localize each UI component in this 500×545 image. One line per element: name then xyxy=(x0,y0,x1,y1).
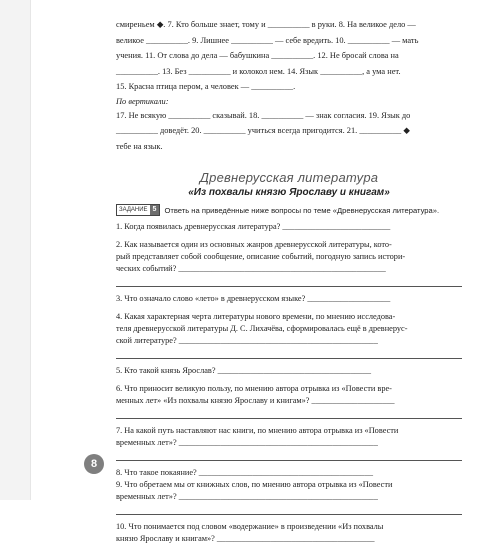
question-line: временных лет»? ________________________________________________ xyxy=(116,438,378,447)
answer-line[interactable] xyxy=(116,275,462,287)
answer-line[interactable] xyxy=(116,449,462,461)
vertical-line: __________ доведёт. 20. __________ учиться всегда пригодится. 21. __________ ◆ xyxy=(116,126,410,135)
question-line: временных лет»? ________________________________________________ xyxy=(116,492,378,501)
question-line: 6. Что приносит великую пользу, по мнению автора отрывка из «Повести вре- xyxy=(116,384,392,393)
answer-line[interactable] xyxy=(116,347,462,359)
section-title: Древнерусская литература xyxy=(199,170,379,185)
question-line: рый представляет собой сообщение, описание событий, погодную запись истори- xyxy=(116,252,406,261)
vertical-line: тебе на язык. xyxy=(116,141,163,151)
question-line: ской литературе? ________________________________________________ xyxy=(116,336,378,345)
page-content xyxy=(116,17,462,545)
question-line: 8. Что такое покаяние? __________________________________________ xyxy=(116,468,374,477)
question-line: 4. Какая характерная черта литературы нового времени, по мнению исследова- xyxy=(116,312,396,321)
question-line: ческих событий? __________________________________________________ xyxy=(116,264,386,273)
task-badge-label: ЗАДАНИЕ xyxy=(119,207,148,213)
page-number-badge: 8 xyxy=(84,454,104,474)
crossword-line: __________. 13. Без __________ и колокол нем. 14. Язык __________, а ума нет. xyxy=(116,66,401,76)
question-line: князю Ярославу и книгам»? ______________________________________ xyxy=(116,534,375,543)
crossword-line: 15. Красна птица пером, а человек — __________. xyxy=(116,82,296,91)
question-line: 7. На какой путь наставляют нас книги, по мнению автора отрывка из «Повести xyxy=(116,426,399,435)
answer-line[interactable] xyxy=(116,503,462,515)
crossword-line: смиреньем ◆. 7. Кто больше знает, тому и __________ в руки. 8. На великое дело — xyxy=(116,20,416,29)
crossword-line: учения. 11. От слова до дела — бабушкина __________. 12. Не бросай слова на xyxy=(116,51,399,60)
question-line: менных лет» «Из похвалы князю Ярославу и книгам»? ____________________ xyxy=(116,396,395,405)
vertical-line: 17. Не всякую __________ сказывай. 18. __________ — знак согласия. 19. Язык до xyxy=(116,110,411,120)
section-subtitle: «Из похвалы князю Ярославу и книгам» xyxy=(188,187,390,198)
crossword-line: великое __________. 9. Лишнее __________ — себе вредить. 10. __________ — мать xyxy=(116,35,419,45)
question-line: 10. Что понимается под словом «водержание» в произведении «Из похвалы xyxy=(116,522,384,531)
question-line: 5. Кто такой князь Ярослав? _____________________________________ xyxy=(116,366,372,375)
question-line: 3. Что означало слово «лето» в древнерусском языке? ____________________ xyxy=(116,294,391,303)
question-line: 2. Как называется один из основных жанров древнерусской литературы, кото- xyxy=(116,240,392,249)
vertical-heading: По вертикали: xyxy=(116,96,169,106)
question-line: 1. Когда появилась древнерусская литература? __________________________ xyxy=(116,222,391,231)
question-line: 9. Что обретаем мы от книжных слов, по мнению автора отрывка из «Повести xyxy=(116,480,393,489)
task-badge xyxy=(116,204,160,216)
task-instruction: Ответь на приведённые ниже вопросы по теме «Древнерусская литература». xyxy=(164,205,440,215)
question-line: теля древнерусской литературы Д. С. Лихачёва, сформировалась ещё в древнерус- xyxy=(116,324,408,333)
answer-line[interactable] xyxy=(116,407,462,419)
task-header xyxy=(116,204,462,216)
task-badge-number: 5 xyxy=(150,205,160,215)
page-margin-strip xyxy=(0,0,31,500)
